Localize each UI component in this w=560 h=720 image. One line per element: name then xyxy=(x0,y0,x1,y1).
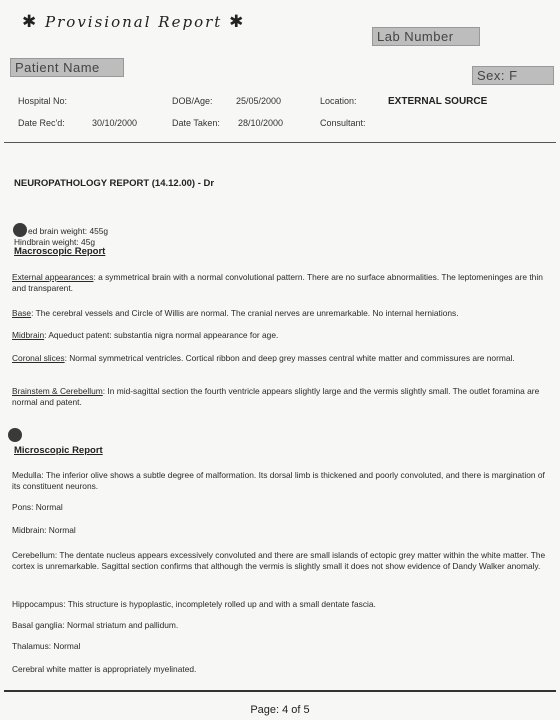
dob-value: 25/05/2000 xyxy=(236,96,282,106)
microscopic-heading: Microscopic Report xyxy=(14,445,103,456)
micro-paragraph: Cerebral white matter is appropriately myelinated. xyxy=(12,664,197,674)
macro-label: Coronal slices xyxy=(12,353,65,363)
micro-paragraph: Thalamus: Normal xyxy=(12,641,81,651)
macro-text: : The cerebral vessels and Circle of Willis are normal. The cranial nerves are unremarkable. No internal herniations. xyxy=(31,308,459,318)
location-label: Location: xyxy=(320,96,357,106)
sex-field: Sex: F xyxy=(472,66,554,85)
redaction-dot xyxy=(8,428,22,442)
micro-paragraph: Basal ganglia: Normal striatum and pallidum. xyxy=(12,620,179,630)
date-taken-label: Date Taken: xyxy=(172,118,220,128)
micro-paragraph: Midbrain: Normal xyxy=(12,525,76,535)
macro-label: External appearances xyxy=(12,272,94,282)
hindbrain-weight: Hindbrain weight: 45g xyxy=(14,237,96,247)
micro-paragraph: Medulla: The inferior olive shows a subtle degree of malformation. Its dorsal limb is thickened and poorly convoluted, and there is margination of its constituent neurons. xyxy=(12,470,545,491)
macro-label: Midbrain xyxy=(12,330,45,340)
hospital-no-label: Hospital No: xyxy=(18,96,68,106)
brain-weight: ed brain weight: 455g xyxy=(28,226,109,236)
micro-paragraph: Cerebellum: The dentate nucleus appears excessively convoluted and there are small islands of ectopic grey matter within the white matter. The cortex is unremarkable. Sagittal section confirms that although the vermis is slightly small it does not show evidence of Dandy Walker anomaly. xyxy=(12,550,546,571)
macro-paragraph xyxy=(12,353,546,364)
date-recd-label: Date Rec'd: xyxy=(18,118,65,128)
handwritten-annotation xyxy=(22,12,245,32)
handwritten-text: Provisional Report xyxy=(45,13,223,31)
footer-divider xyxy=(4,690,556,692)
redaction-dot xyxy=(13,223,27,237)
micro-paragraph: Pons: Normal xyxy=(12,502,63,512)
macro-paragraph xyxy=(12,386,546,407)
asterisk-icon: ✱ xyxy=(22,12,39,32)
page-number: Page: 4 of 5 xyxy=(250,704,310,716)
asterisk-icon: ✱ xyxy=(229,12,246,32)
macro-label: Base xyxy=(12,308,32,318)
lab-number-redacted: Lab Number xyxy=(372,27,480,46)
micro-paragraph: Hippocampus: This structure is hypoplastic, incompletely rolled up and with a small dentate fascia. xyxy=(12,599,376,609)
dob-label: DOB/Age: xyxy=(172,96,213,106)
divider xyxy=(4,142,556,143)
consultant-label: Consultant: xyxy=(320,118,366,128)
macro-text: : Normal symmetrical ventricles. Cortical ribbon and deep grey masses central white matter and commissures are normal. xyxy=(64,353,515,363)
macroscopic-heading: Macroscopic Report xyxy=(14,246,106,257)
macro-paragraph xyxy=(12,330,546,341)
macro-label: Brainstem & Cerebellum xyxy=(12,386,103,396)
date-taken-value: 28/10/2000 xyxy=(238,118,284,128)
location-value: EXTERNAL SOURCE xyxy=(388,96,488,107)
patient-name-redacted: Patient Name xyxy=(10,58,124,77)
macro-text: : Aqueduct patent: substantia nigra normal appearance for age. xyxy=(44,330,279,340)
report-title: NEUROPATHOLOGY REPORT (14.12.00) - Dr xyxy=(14,178,215,189)
date-recd-value: 30/10/2000 xyxy=(92,118,138,128)
macro-paragraph xyxy=(12,308,546,319)
macro-text: : In mid-sagittal section the fourth ventricle appears slightly large and the vermis slightly small. The outlet foramina are normal and patent. xyxy=(12,386,540,407)
macro-paragraph xyxy=(12,272,546,293)
macro-text: : a symmetrical brain with a normal convolutional pattern. There are no surface abnormalities. The leptomeninges are thin and transparent. xyxy=(12,272,543,293)
